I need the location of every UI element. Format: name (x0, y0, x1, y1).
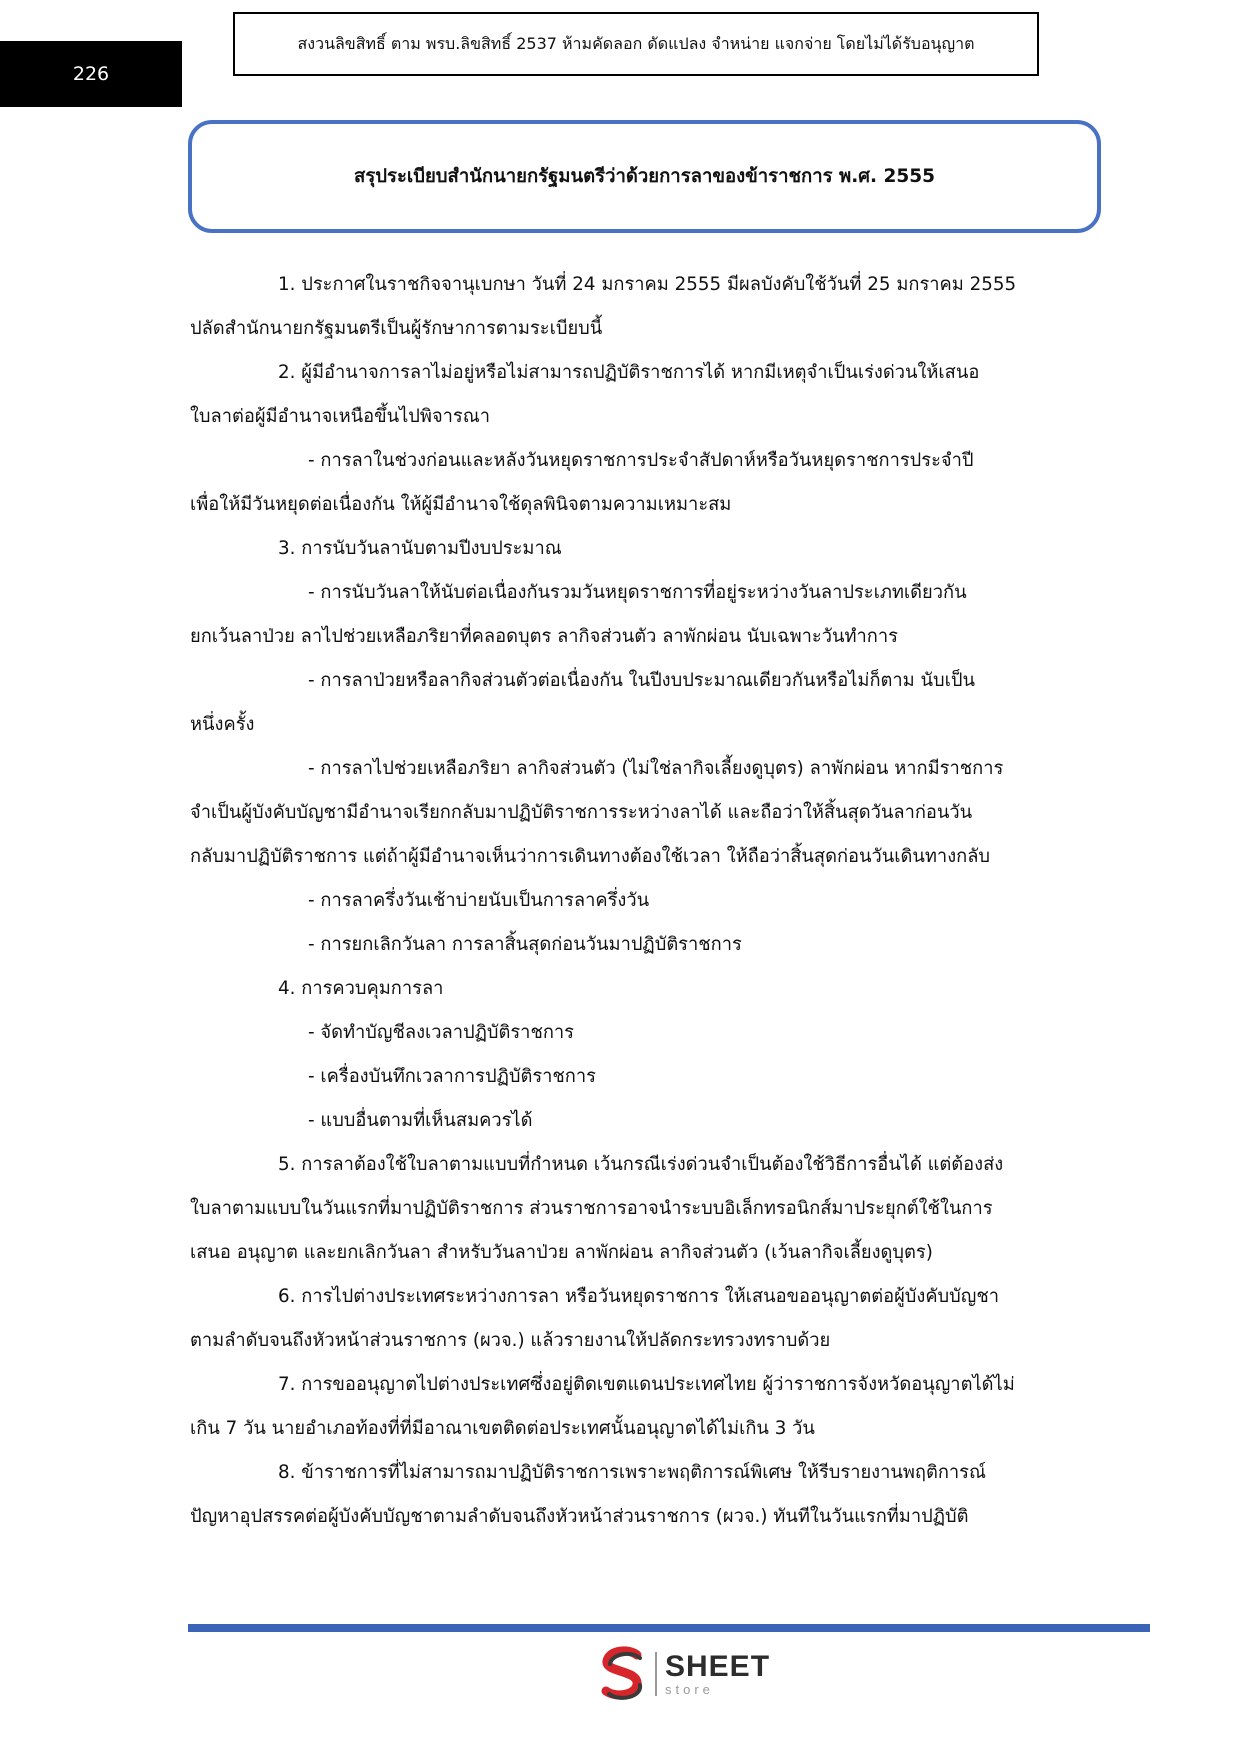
body-line: ปัญหาอุปสรรคต่อผู้บังคับบัญชาตามลำดับจนถึงหัวหน้าส่วนราชการ (ผวจ.) ทันทีในวันแรกที่มาปฏิบัติ (190, 1506, 969, 1527)
body-line: - การลาป่วยหรือลากิจส่วนตัวต่อเนื่องกัน ในปีงบประมาณเดียวกันหรือไม่ก็ตาม นับเป็น (308, 670, 975, 691)
body-line: ยกเว้นลาป่วย ลาไปช่วยเหลือภริยาที่คลอดบุตร ลากิจส่วนตัว ลาพักผ่อน นับเฉพาะวันทำการ (190, 626, 898, 647)
logo-word: SHEET (665, 1650, 771, 1683)
body-line: 6. การไปต่างประเทศระหว่างการลา หรือวันหยุดราชการ ให้เสนอขออนุญาตต่อผู้บังคับบัญชา (278, 1286, 1000, 1307)
body-line: กลับมาปฏิบัติราชการ แต่ถ้าผู้มีอำนาจเห็นว่าการเดินทางต้องใช้เวลา ให้ถือว่าสิ้นสุดก่อนวันเดินทางกลับ (190, 846, 991, 867)
body-line: - การนับวันลาให้นับต่อเนื่องกันรวมวันหยุดราชการที่อยู่ระหว่างวันลาประเภทเดียวกัน (308, 582, 967, 603)
body-line: - จัดทำบัญชีลงเวลาปฏิบัติราชการ (308, 1022, 575, 1043)
document-title: สรุประเบียบสำนักนายกรัฐมนตรีว่าด้วยการลาของข้าราชการ พ.ศ. 2555 (354, 166, 935, 187)
body-line: 8. ข้าราชการที่ไม่สามารถมาปฏิบัติราชการเพราะพฤติการณ์พิเศษ ให้รีบรายงานพฤติการณ์ (278, 1462, 986, 1483)
document-title-box (188, 120, 1101, 233)
page-number: 226 (0, 41, 182, 107)
body-line: - การลาครึ่งวันเช้าบ่ายนับเป็นการลาครึ่งวัน (308, 890, 650, 911)
body-line: - การยกเลิกวันลา การลาสิ้นสุดก่อนวันมาปฏิบัติราชการ (308, 934, 742, 955)
body-line: ปลัดสำนักนายกรัฐมนตรีเป็นผู้รักษาการตามระเบียบนี้ (190, 318, 603, 339)
body-line: - แบบอื่นตามที่เห็นสมควรได้ (308, 1110, 533, 1131)
body-line: ใบลาตามแบบในวันแรกที่มาปฏิบัติราชการ ส่วนราชการอาจนำระบบอิเล็กทรอนิกส์มาประยุกต์ใช้ในการ (190, 1198, 993, 1219)
body-line: 1. ประกาศในราชกิจจานุเบกษา วันที่ 24 มกราคม 2555 มีผลบังคับใช้วันที่ 25 มกราคม 2555 (278, 274, 1017, 295)
logo-subtext: store (665, 1682, 714, 1697)
body-line: เสนอ อนุญาต และยกเลิกวันลา สำหรับวันลาป่วย ลาพักผ่อน ลากิจส่วนตัว (เว้นลากิจเลี้ยงดูบุตร) (190, 1242, 933, 1263)
body-line: เพื่อให้มีวันหยุดต่อเนื่องกัน ให้ผู้มีอำนาจใช้ดุลพินิจตามความเหมาะสม (190, 494, 732, 515)
body-line: เกิน 7 วัน นายอำเภอท้องที่ที่มีอาณาเขตติดต่อประเทศนั้นอนุญาตได้ไม่เกิน 3 วัน (190, 1418, 815, 1439)
logo-separator (655, 1652, 657, 1696)
body-line: 3. การนับวันลานับตามปีงบประมาณ (278, 538, 562, 559)
body-line: หนึ่งครั้ง (190, 714, 255, 735)
body-line: - การลาในช่วงก่อนและหลังวันหยุดราชการประจำสัปดาห์หรือวันหยุดราชการประจำปี (308, 450, 974, 471)
sheet-store-logo (597, 1646, 770, 1702)
body-line: - เครื่องบันทึกเวลาการปฏิบัติราชการ (308, 1066, 596, 1087)
body-line: จำเป็นผู้บังคับบัญชามีอำนาจเรียกกลับมาปฏิบัติราชการระหว่างลาได้ และถือว่าให้สิ้นสุดวันลาก่อนวัน (190, 802, 973, 823)
copyright-notice: สงวนลิขสิทธิ์ ตาม พรบ.ลิขสิทธิ์ 2537 ห้ามคัดลอก ดัดแปลง จำหน่าย แจกจ่าย โดยไม่ได้รับอนุญาต (233, 12, 1039, 76)
body-line: 5. การลาต้องใช้ใบลาตามแบบที่กำหนด เว้นกรณีเร่งด่วนจำเป็นต้องใช้วิธีการอื่นได้ แต่ต้องส่ง (278, 1154, 1004, 1175)
body-line: - การลาไปช่วยเหลือภริยา ลากิจส่วนตัว (ไม่ใช่ลากิจเลี้ยงดูบุตร) ลาพักผ่อน หากมีราชการ (308, 758, 1004, 779)
body-line: ใบลาต่อผู้มีอำนาจเหนือขึ้นไปพิจารณา (190, 406, 490, 427)
body-line: ตามลำดับจนถึงหัวหน้าส่วนราชการ (ผวจ.) แล้วรายงานให้ปลัดกระทรวงทราบด้วย (190, 1330, 831, 1351)
logo-text (665, 1652, 770, 1696)
document-body (190, 263, 1100, 1539)
footer-rule (188, 1624, 1150, 1632)
body-line: 7. การขออนุญาตไปต่างประเทศซึ่งอยู่ติดเขตแดนประเทศไทย ผู้ว่าราชการจังหวัดอนุญาตได้ไม่ (278, 1374, 1015, 1395)
body-line: 2. ผู้มีอำนาจการลาไม่อยู่หรือไม่สามารถปฏิบัติราชการได้ หากมีเหตุจำเป็นเร่งด่วนให้เสนอ (278, 362, 980, 383)
logo-s-icon (597, 1646, 649, 1702)
body-line: 4. การควบคุมการลา (278, 978, 444, 999)
